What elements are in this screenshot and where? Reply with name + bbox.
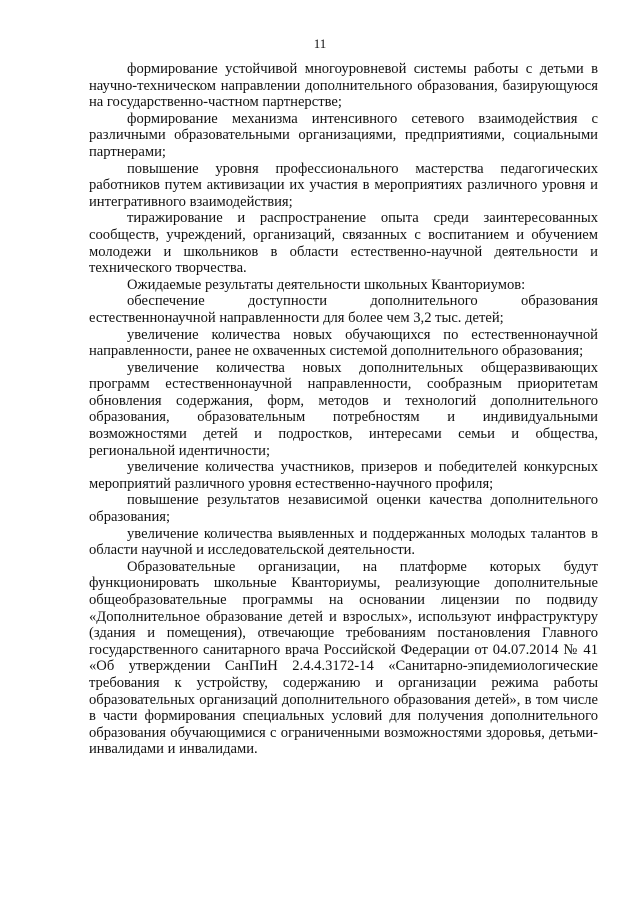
section-heading: Ожидаемые результаты деятельности школьных Кванториумов:: [127, 276, 526, 293]
paragraph: формирование устойчивой многоуровневой системы работы с детьми в научно-техническом направлении дополнительного образования, базирующуюся на государственно-частном партнерстве;: [89, 61, 598, 111]
paragraph: увеличение количества выявленных и поддержанных молодых талантов в области научной и исследовательской деятельности.: [89, 525, 598, 559]
paragraph: повышение результатов независимой оценки качества дополнительного образования;: [89, 492, 598, 526]
document-body: [89, 61, 598, 758]
paragraph: повышение уровня профессионального мастерства педагогических работников путем активизации их участия в мероприятиях различного уровня и интегративного взаимодействия;: [89, 160, 598, 210]
paragraph: Образовательные организации, на платформе которых будут функционировать школьные Кванториумы, реализующие дополнительные общеобразовательные программы на основании лицензии по подвиду «Дополнительное образование детей и взрослых», используют инфраструктуру (здания и помещения), отвечающие требованиям постановления Главного государственного санитарного врача Российской Федерации от 04.07.2014 № 41 «Об утверждении СанПиН 2.4.4.3172-14 «Санитарно-эпидемиологические требования к устройству, содержанию и организации режима работы образовательных организаций дополнительного образования детей», в том числе в части формирования специальных условий для получения дополнительного образования обучающимися с ограниченными возможностями здоровья, детьми-инвалидами и инвалидами.: [89, 558, 598, 758]
paragraph: тиражирование и распространение опыта среди заинтересованных сообществ, учреждений, организаций, связанных с воспитанием и обучением молодежи и школьников в области естественно-научной деятельности и технического творчества.: [89, 210, 598, 277]
paragraph: увеличение количества новых дополнительных общеразвивающих программ естественнонаучной направленности, сообразным приоритетам обновления содержания, форм, методов и технологий дополнительного образования, образовательным потребностям и индивидуальными возможностями детей и подростков, интересами семьи и общества, региональной идентичности;: [89, 359, 598, 459]
paragraph: формирование механизма интенсивного сетевого взаимодействия с различными образовательными организациями, предприятиями, социальными партнерами;: [89, 110, 598, 160]
paragraph: обеспечение доступности дополнительного образования естественнонаучной направленности для более чем 3,2 тыс. детей;: [89, 293, 598, 326]
page-number: 11: [313, 36, 327, 51]
paragraph: увеличение количества новых обучающихся по естественнонаучной направленности, ранее не охваченных системой дополнительного образования;: [89, 326, 598, 360]
paragraph: увеличение количества участников, призеров и победителей конкурсных мероприятий различного уровня естественно-научного профиля;: [89, 459, 598, 492]
